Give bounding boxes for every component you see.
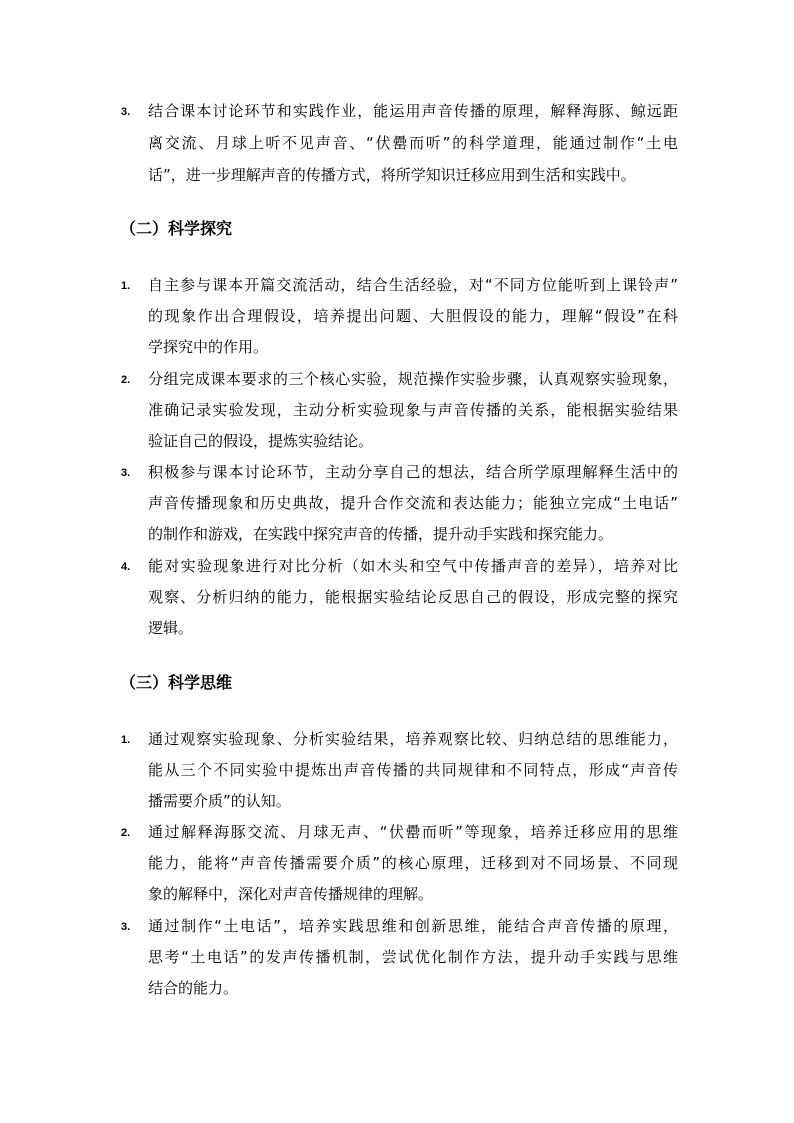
list-item-number: 1. bbox=[121, 734, 131, 746]
list-item-line: 通过观察实验现象、分析实验结果，培养观察比较、归纳总结的思维能力， bbox=[148, 730, 678, 748]
list-item-line: 的现象作出合理假设，培养提出问题、大胆假设的能力，理解“假设”在科 bbox=[148, 307, 678, 325]
list-item-line: 话”，进一步理解声音的传播方式，将所学知识迁移应用到生活和实践中。 bbox=[148, 166, 636, 184]
list-item-number: 4. bbox=[121, 561, 131, 573]
list-item-line: 观察、分析归纳的能力，能根据实验结论反思自己的假设，形成完整的探究 bbox=[148, 588, 678, 606]
section-heading-science-thinking: （三）科学思维 bbox=[120, 673, 233, 692]
list-item-number: 2. bbox=[121, 374, 131, 386]
list-item-line: 能从三个不同实验中提炼出声音传播的共同规律和不同特点，形成“声音传 bbox=[148, 761, 678, 779]
list-item-line: 能力，能将“声音传播需要介质”的核心原理，迁移到对不同场景、不同现 bbox=[148, 854, 678, 872]
list-item-line: 验证自己的假设，提炼实验结论。 bbox=[148, 432, 374, 450]
list-item-line: 通过制作“土电话”，培养实践思维和创新思维，能结合声音传播的原理， bbox=[148, 917, 678, 935]
list-item-line: 象的解释中，深化对声音传播规律的理解。 bbox=[148, 885, 434, 903]
list-item-line: 的制作和游戏，在实践中探究声音的传播，提升动手实践和探究能力。 bbox=[148, 525, 614, 543]
list-item-line: 播需要介质”的认知。 bbox=[148, 792, 291, 810]
list-item-line: 声音传播现象和历史典故，提升合作交流和表达能力；能独立完成“土电话” bbox=[148, 494, 678, 512]
list-item-number: 3. bbox=[121, 467, 131, 479]
list-item-number: 3. bbox=[121, 106, 131, 118]
list-item-line: 准确记录实验发现，主动分析实验现象与声音传播的关系，能根据实验结果 bbox=[148, 401, 678, 419]
list-item-line: 积极参与课本讨论环节，主动分享自己的想法，结合所学原理解释生活中的 bbox=[148, 463, 678, 481]
list-item-line: 通过解释海豚交流、月球无声、“伏罍而听”等现象，培养迁移应用的思维 bbox=[148, 823, 678, 841]
list-item-line: 能对实验现象进行对比分析（如木头和空气中传播声音的差异），培养对比 bbox=[148, 557, 678, 575]
list-item-line: 思考“土电话”的发声传播机制，尝试优化制作方法，提升动手实践与思维 bbox=[148, 948, 678, 966]
list-item-line: 自主参与课本开篇交流活动，结合生活经验，对“不同方位能听到上课铃声” bbox=[148, 276, 678, 294]
list-item-number: 1. bbox=[121, 280, 131, 292]
list-item-line: 逻辑。 bbox=[148, 619, 194, 637]
list-item-number: 3. bbox=[121, 921, 131, 933]
list-item-number: 2. bbox=[121, 827, 131, 839]
list-item-line: 结合的能力。 bbox=[148, 979, 239, 997]
list-item-line: 学探究中的作用。 bbox=[148, 338, 269, 356]
list-item-line: 离交流、月球上听不见声音、“伏罍而听”的科学道理，能通过制作“土电 bbox=[148, 134, 678, 152]
list-item-line: 结合课本讨论环节和实践作业，能运用声音传播的原理，解释海豚、鲸远距 bbox=[148, 102, 678, 120]
list-item-line: 分组完成课本要求的三个核心实验，规范操作实验步骤，认真观察实验现象， bbox=[148, 370, 678, 388]
section-heading-science-inquiry: （二）科学探究 bbox=[120, 219, 233, 238]
